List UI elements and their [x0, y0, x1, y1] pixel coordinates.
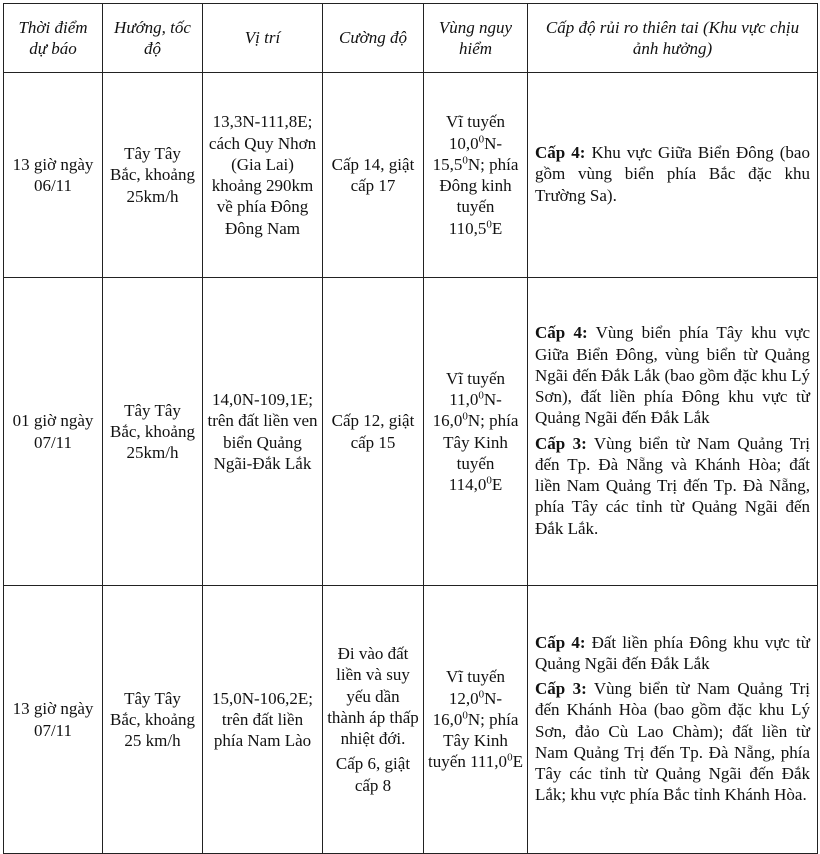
forecast-time: 01 giờ ngày 07/11	[12, 411, 94, 452]
header-danger-zone: Vùng nguy hiểm	[424, 4, 528, 73]
danger-zone-text: Vĩ tuyến 12,0	[445, 667, 506, 708]
degree-mark: 0	[462, 410, 468, 423]
header-position: Vị trí	[203, 4, 323, 73]
forecast-time-cell	[4, 586, 103, 854]
intensity-note: Đi vào đất liền và suy yếu dần thành áp thấp nhiệt đới.	[327, 644, 419, 749]
danger-zone-cell	[424, 278, 528, 586]
danger-zone-text: E	[512, 752, 523, 772]
table-row	[4, 278, 818, 586]
forecast-time: 13 giờ ngày 06/11	[12, 154, 94, 195]
position-cell	[203, 278, 323, 586]
risk-entry	[535, 433, 810, 539]
position: 15,0N-106,2E; trên đất liền phía Nam Lào	[211, 688, 314, 751]
header-risk-level: Cấp độ rủi ro thiên tai (Khu vực chịu ảnh hưởng)	[528, 4, 818, 73]
risk-cell	[528, 73, 818, 278]
direction-speed: Tây Tây Bắc, khoảng 25 km/h	[110, 688, 195, 751]
risk-cell	[528, 586, 818, 854]
intensity-cell	[323, 586, 424, 854]
intensity: Cấp 6, giật cấp 8	[335, 754, 411, 795]
intensity-cell	[323, 278, 424, 586]
intensity-cell	[323, 73, 424, 278]
header-direction-speed: Hướng, tốc độ	[103, 4, 203, 73]
position-cell	[203, 586, 323, 854]
degree-mark: 0	[462, 709, 468, 722]
risk-level-label: Cấp 3:	[535, 433, 587, 453]
danger-zone-cell	[424, 586, 528, 854]
risk-cell	[528, 278, 818, 586]
direction-speed: Tây Tây Bắc, khoảng 25km/h	[110, 144, 195, 206]
direction-cell	[103, 73, 203, 278]
forecast-time: 13 giờ ngày 07/11	[12, 699, 94, 740]
forecast-time-cell	[4, 278, 103, 586]
danger-zone-text: N; phía Đông kinh tuyến 110,5	[439, 154, 519, 238]
degree-mark: 0	[478, 389, 484, 402]
direction-speed: Tây Tây Bắc, khoảng 25km/h	[110, 400, 195, 463]
risk-area-text: Vùng biển từ Nam Quảng Trị đến Khánh Hòa (bao gồm đặc khu Lý Sơn, đảo Cù Lao Chàm); đất liền từ Nam Quảng Trị đến Tp. Đà Nẵng, phía Tây các tỉnh từ Quảng Ngãi đến Đắk Lắk; khu vực phía Bắc tỉnh Khánh Hòa.	[535, 679, 810, 805]
direction-cell	[103, 586, 203, 854]
danger-zone-text: N-16,0	[432, 688, 503, 729]
position: 14,0N-109,1E; trên đất liền ven biển Quảng Ngãi-Đắk Lắk	[207, 390, 318, 473]
danger-zone-text: E	[491, 218, 503, 238]
risk-area-text: Vùng biển phía Tây khu vực Giữa Biển Đông, vùng biển từ Quảng Ngãi đến Đắk Lắk (bao gồm đặc khu Lý Sơn), đất liền phía Đông khu vực từ Quảng Ngãi đến Đắk Lắk	[535, 323, 810, 428]
table-row	[4, 586, 818, 854]
danger-zone-text: Vĩ tuyến 10,0	[445, 112, 506, 153]
risk-level-label: Cấp 4:	[535, 632, 586, 652]
header-forecast-time: Thời điểm dự báo	[4, 4, 103, 73]
danger-zone-text: N-16,0	[432, 390, 502, 431]
storm-forecast-table	[3, 3, 818, 854]
risk-entry	[535, 322, 810, 428]
header-row	[4, 4, 818, 73]
danger-zone-text: E	[491, 475, 503, 494]
risk-area-text: Khu vực Giữa Biển Đông (bao gồm vùng biển phía Bắc đặc khu Trường Sa).	[535, 143, 810, 205]
risk-area-text: Vùng biển từ Nam Quảng Trị đến Tp. Đà Nẵng và Khánh Hòa; đất liền Nam Quảng Trị đến Tp. Đà Nẵng, phía Tây các tỉnh từ Quảng Ngãi đến Đắk Lắk.	[535, 433, 810, 538]
danger-zone-text: Vĩ tuyến 11,0	[445, 368, 506, 409]
header-intensity: Cường độ	[323, 4, 424, 73]
danger-zone-cell	[424, 73, 528, 278]
risk-level-label: Cấp 4:	[535, 143, 586, 163]
degree-mark: 0	[486, 217, 492, 230]
position: 13,3N-111,8E; cách Quy Nhơn (Gia Lai) khoảng 290km về phía Đông Đông Nam	[208, 112, 317, 238]
risk-area-text: Đất liền phía Đông khu vực từ Quảng Ngãi đến Đắk Lắk	[535, 632, 810, 673]
risk-entry	[535, 678, 810, 806]
position-cell	[203, 73, 323, 278]
danger-zone-text: N; phía Tây Kinh tuyến 111,0	[428, 709, 519, 772]
table-row	[4, 73, 818, 278]
risk-level-label: Cấp 4:	[535, 323, 588, 343]
risk-level-label: Cấp 3:	[535, 679, 587, 698]
intensity: Cấp 14, giật cấp 17	[331, 154, 415, 195]
degree-mark: 0	[478, 687, 485, 700]
danger-zone-text: N; phía Tây Kinh tuyến 114,0	[443, 411, 519, 494]
degree-mark: 0	[486, 474, 492, 487]
degree-mark: 0	[507, 751, 513, 764]
danger-zone-text: N-15,5	[432, 133, 503, 174]
risk-entry	[535, 142, 810, 206]
degree-mark: 0	[462, 154, 468, 167]
forecast-time-cell	[4, 73, 103, 278]
degree-mark: 0	[478, 132, 485, 145]
risk-entry	[535, 632, 810, 675]
intensity: Cấp 12, giật cấp 15	[331, 411, 415, 452]
direction-cell	[103, 278, 203, 586]
